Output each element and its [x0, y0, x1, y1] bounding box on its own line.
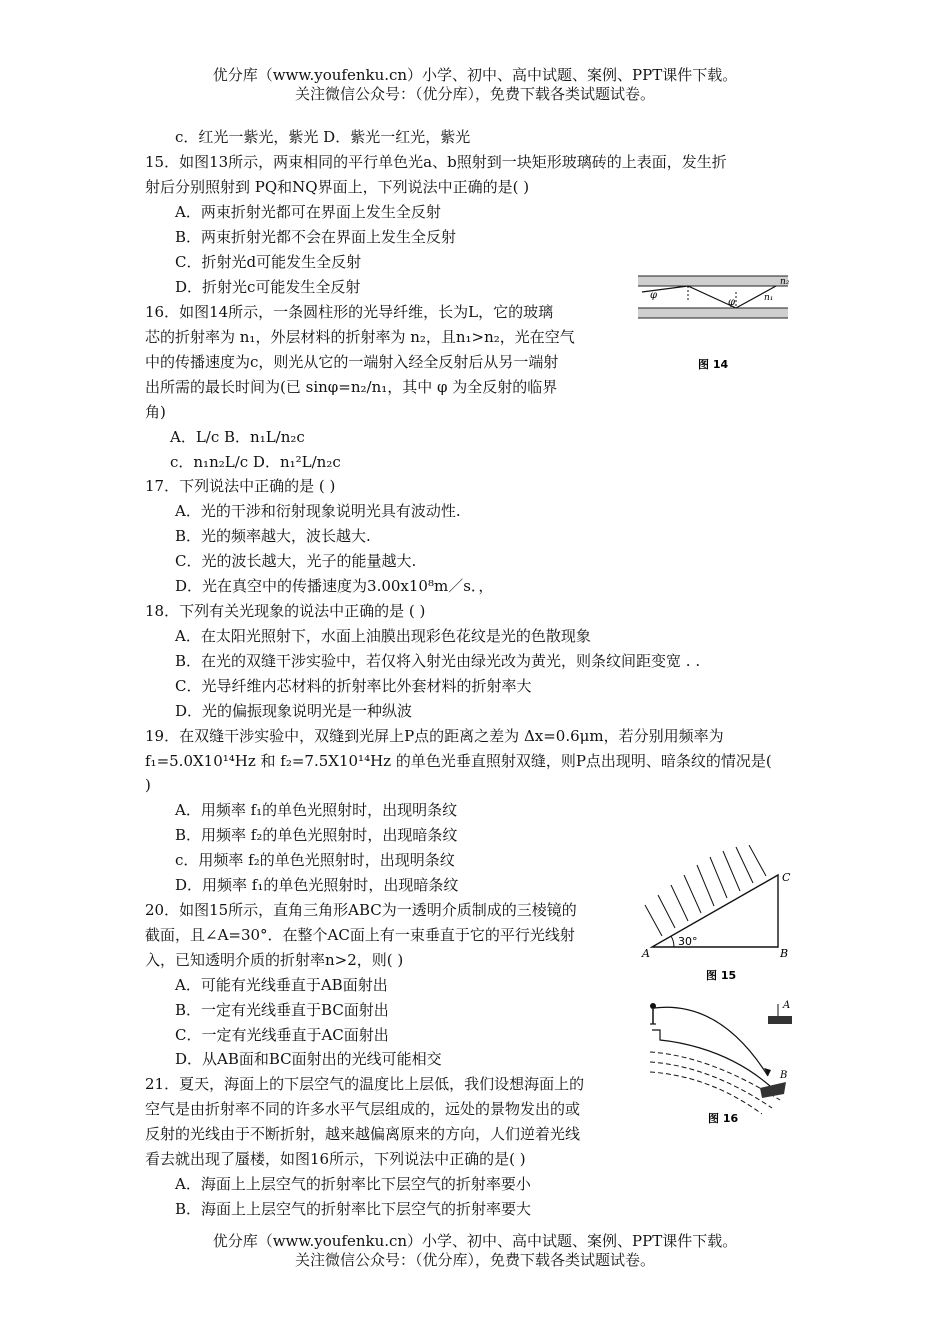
cladding-bottom [638, 308, 788, 318]
q19-stem-1: 19．在双缝干涉实验中，双缝到光屏上P点的距离之差为 Δx=0.6μm，若分别用频率为 [145, 727, 724, 745]
header-line-2: 关注微信公众号：（优分库），免费下载各类试题试卷。 [294, 85, 655, 103]
q21-option-a: A．海面上上层空气的折射率比下层空气的折射率要小 [175, 1175, 531, 1193]
q21-stem-4: 看去就出现了蜃楼，如图16所示，下列说法中正确的是( ) [145, 1150, 526, 1168]
prism-diagram [640, 845, 800, 985]
q16-stem-4: 出所需的最长时间为(已 sinφ=n₂/n₁，其中 φ 为全反射的临界 [145, 378, 558, 396]
q19-option-c: c．用频率 f₂的单色光照射时，出现明条纹 [175, 851, 455, 869]
q16-stem-1: 16．如图14所示，一条圆柱形的光导纤维，长为L，它的玻璃 [145, 303, 554, 321]
q20-stem-2: 截面，且∠A=30°．在整个AC面上有一束垂直于它的平行光线射 [145, 926, 575, 944]
angle-label: 30° [678, 935, 698, 948]
q18-option-a: A．在太阳光照射下，水面上油膜出现彩色花纹是光的色散现象 [175, 627, 591, 645]
vertex-a: A [642, 947, 650, 960]
q19-option-a: A．用频率 f₁的单色光照射时，出现明条纹 [175, 801, 458, 819]
q21-option-b: B．海面上上层空气的折射率比下层空气的折射率要大 [175, 1200, 532, 1218]
q15-option-c: C．折射光d可能发生全反射 [175, 253, 362, 271]
q20-option-d: D．从AB面和BC面射出的光线可能相交 [175, 1050, 442, 1068]
label-b: B [780, 1070, 788, 1081]
ship-image-a [768, 1016, 792, 1024]
q21-stem-2: 空气是由折射率不同的许多水平气层组成的，远处的景物发出的或 [145, 1100, 581, 1118]
fig15-caption: 图 15 [706, 969, 737, 982]
q15-option-b: B．两束折射光都不会在界面上发生全反射 [175, 228, 457, 246]
q19-option-b: B．用频率 f₂的单色光照射时，出现暗条纹 [175, 826, 458, 844]
q14-options-cd: c．红光一紫光，紫光 D．紫光一红光，紫光 [175, 128, 471, 146]
q17-option-b: B．光的频率越大，波长越大. [175, 527, 371, 545]
q17-stem: 17．下列说法中正确的是 ( ) [145, 477, 336, 495]
fig16-caption: 图 16 [708, 1112, 739, 1125]
q18-stem: 18．下列有关光现象的说法中正确的是 ( ) [145, 602, 426, 620]
header-line-1: 优分库（www.youfenku.cn）小学、初中、高中试题、案例、PPT课件下载。 [212, 66, 738, 84]
q16-stem-3: 中的传播速度为c，则光从它的一端射入经全反射后从另一端射 [145, 353, 559, 371]
q18-option-d: D．光的偏振现象说明光是一种纵波 [175, 702, 413, 720]
vertex-c: C [782, 871, 791, 884]
q16-options-cd: c．n₁n₂L/c D．n₁²L/n₂c [170, 453, 341, 471]
q15-option-a: A．两束折射光都可在界面上发生全反射 [175, 203, 441, 221]
figure-16 [640, 990, 800, 1130]
q19-stem-3: ) [145, 776, 151, 794]
q15-option-d: D．折射光c可能发生全反射 [175, 278, 361, 296]
q15-stem-2: 射后分别照射到 PQ和NQ界面上，下列说法中正确的是( ) [145, 178, 530, 196]
q15-stem-1: 15．如图13所示，两束相同的平行单色光a、b照射到一块矩形玻璃砖的上表面，发生折 [145, 153, 727, 171]
ship-b [760, 1082, 786, 1098]
n2-label: n₂ [780, 277, 790, 287]
observer-figure [650, 1003, 656, 1024]
figure-14 [636, 272, 796, 382]
label-a: A [783, 1000, 791, 1011]
fiber-diagram [636, 272, 796, 382]
q17-option-a: A．光的干涉和衍射现象说明光具有波动性. [175, 502, 461, 520]
phi-label-2: φ [728, 297, 736, 308]
fig14-caption: 图 14 [698, 358, 729, 371]
q20-stem-1: 20．如图15所示，直角三角形ABC为一透明介质制成的三棱镜的 [145, 901, 577, 919]
light-path [642, 286, 776, 308]
q20-option-a: A．可能有光线垂直于AB面射出 [175, 976, 388, 994]
q19-stem-2: f₁=5.0X10¹⁴Hz 和 f₂=7.5X10¹⁴Hz 的单色光垂直照射双缝，则P点出现明、暗条纹的情况是( [145, 752, 772, 770]
q16-stem-5: 角) [145, 403, 166, 421]
q19-option-d: D．用频率 f₁的单色光照射时，出现暗条纹 [175, 876, 459, 894]
q21-stem-3: 反射的光线由于不断折射，越来越偏离原来的方向，人们逆着光线 [145, 1125, 581, 1143]
q16-options-ab: A．L/c B．n₁L/n₂c [170, 428, 305, 446]
cladding-top [638, 276, 788, 286]
q18-option-b: B．在光的双缝干涉实验中，若仅将入射光由绿光改为黄光，则条纹间距变宽 . . [175, 652, 701, 670]
footer-line-1: 优分库（www.youfenku.cn）小学、初中、高中试题、案例、PPT课件下载。 [212, 1232, 738, 1250]
q16-stem-2: 芯的折射率为 n₁，外层材料的折射率为 n₂，且n₁>n₂，光在空气 [145, 328, 575, 346]
q20-stem-3: 入，已知透明介质的折射率n>2，则( ) [145, 951, 404, 969]
q18-option-c: C．光导纤维内芯材料的折射率比外套材料的折射率大 [175, 677, 532, 695]
q17-option-c: C．光的波长越大，光子的能量越大. [175, 552, 417, 570]
q20-option-b: B．一定有光线垂直于BC面射出 [175, 1001, 389, 1019]
incident-rays [645, 845, 766, 936]
mirage-diagram [640, 990, 800, 1130]
footer-line-2: 关注微信公众号：（优分库），免费下载各类试题试卷。 [294, 1251, 655, 1269]
q20-option-c: C．一定有光线垂直于AC面射出 [175, 1026, 389, 1044]
q21-stem-1: 21．夏天，海面上的下层空气的温度比上层低，我们设想海面上的 [145, 1075, 585, 1093]
phi-label-1: φ [650, 290, 658, 301]
n1-label: n₁ [764, 293, 774, 303]
q17-option-d: D．光在真空中的传播速度为3.00x10⁸m／s．， [175, 577, 494, 595]
vertex-b: B [780, 947, 789, 960]
figure-15 [640, 845, 800, 985]
air-layers [650, 1052, 780, 1114]
